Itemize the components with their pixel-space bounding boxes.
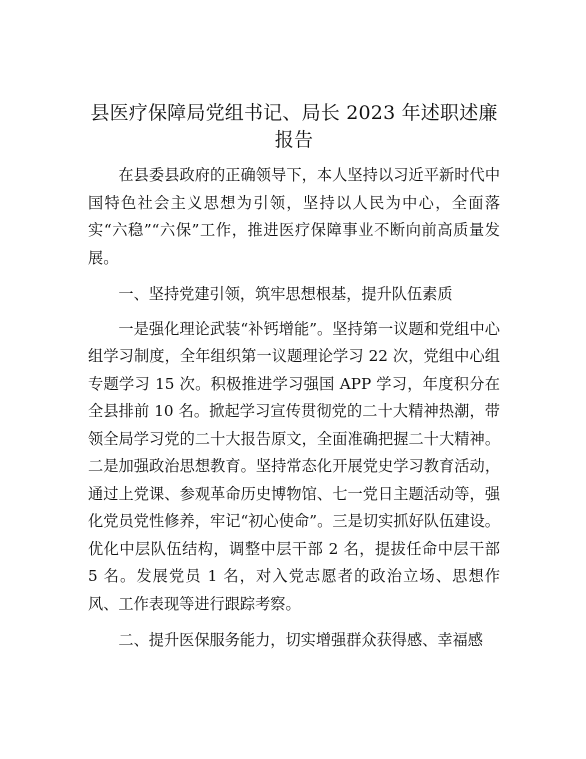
section-1-body: 一是强化理论武装“补钙增能”。坚持第一议题和党组中心组学习制度，全年组织第一议题理论学习 22 次，党组中心组专题学习 15 次。积极推进学习强国 APP 学习，年度积分在全县排前 10 名。掀起学习宣传贯彻党的二十大精神热潮，带领全局学习党的二十大报告原文，全面准确把握二十大精神。二是加强政治思想教育。坚持常态化开展党史学习教育活动，通过上党课、参观革命历史博物馆、七一党日主题活动等，强化党员党性修养，牢记“初心使命”。三是切实抓好队伍建设。优化中层队伍结构，调整中层干部 2 名，提拔任命中层干部 5 名。发展党员 1 名，对入党志愿者的政治立场、思想作风、工作表现等进行跟踪考察。 xyxy=(88,319,500,613)
section-1-heading: 一、坚持党建引领，筑牢思想根基，提升队伍素质 xyxy=(118,285,453,303)
section-2-heading: 二、提升医保服务能力，切实增强群众获得感、幸福感 xyxy=(118,631,483,649)
document-title: 县医疗保障局党组书记、局长 2023 年述职述廉报告 xyxy=(90,102,498,151)
intro-paragraph: 在县委县政府的正确领导下，本人坚持以习近平新时代中国特色社会主义思想为引领，坚持以人民为中心，全面落实“六稳”“六保”工作，推进医疗保障事业不断向前高质量发展。 xyxy=(88,166,500,267)
document-page xyxy=(88,100,500,655)
